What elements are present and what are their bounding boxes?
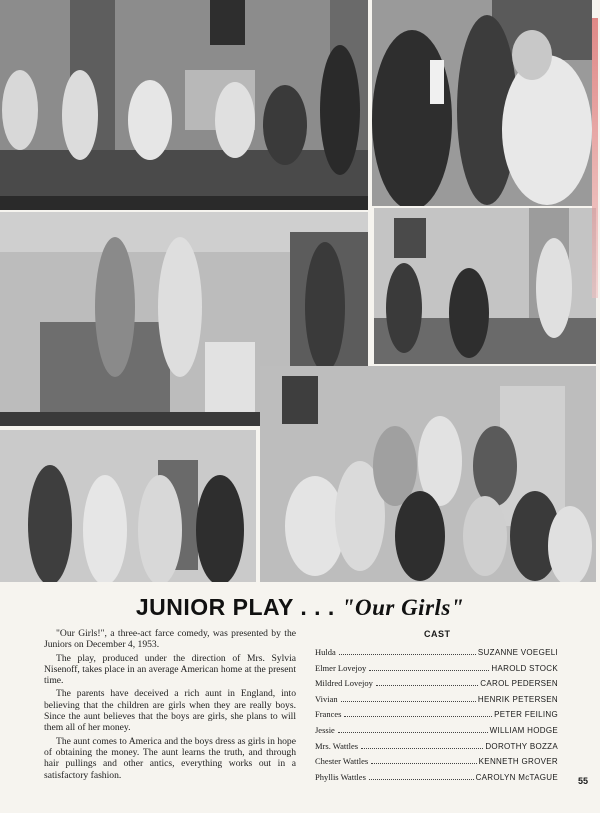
cast-row [315,647,558,663]
cast-row [315,663,558,679]
cast-actor: WILLIAM HODGE [489,725,558,735]
cast-role: Jessie [315,724,335,735]
cast-role: Vivian [315,693,338,704]
cast-row [315,709,558,725]
dot-leader [369,669,489,671]
cast-row [315,772,558,788]
cast-heading: CAST [424,629,451,639]
dot-leader [361,747,483,749]
cast-actor: SUZANNE VOEGELI [477,648,558,657]
dot-leader [369,778,474,780]
dot-leader [344,715,492,717]
cast-actor: PETER FEILING [494,710,558,720]
cast-role: Elmer Lovejoy [315,662,367,673]
cast-role: Frances [315,709,342,720]
cast-actor: CAROLYN McTAGUE [475,772,558,782]
title-prefix: JUNIOR PLAY . . . [135,594,342,620]
dot-leader [341,700,476,702]
dot-leader [376,684,478,686]
cast-actor: KENNETH GROVER [478,757,558,767]
page-edge-stain [592,18,598,298]
photo-boys-and-girl-in-parlor [0,0,368,210]
page-title [0,594,600,621]
cast-role: Mrs. Wattles [315,740,359,751]
cast-role: Chester Wattles [315,756,369,767]
photo-girls-fixing-makeup [372,0,592,206]
paragraph: The parents have deceived a rich aunt in England, into believing that the children are girls when they are really boys. Since the aunt believes that the boys are girls, she plans to will them all of her money. [44,688,296,734]
cast-role: Hulda [315,647,336,657]
cast-row [315,678,558,694]
dot-leader [339,653,476,655]
paragraph: The play, produced under the direction of Mrs. Sylvia Nisenoff, takes place in an average American home at the present time. [44,652,296,687]
cast-role: Mildred Lovejoy [315,678,373,689]
cast-actor: DOROTHY BOZZA [485,741,558,751]
dot-leader [338,731,488,733]
cast-row [315,694,558,710]
cast-row [315,756,558,772]
paragraph: The aunt comes to America and the boys dress as girls in hope of obtaining the money. The aunt learns the truth, and through hair pullings and other antics, everything works out in a satisfactory fashion. [44,735,296,781]
cast-row [315,725,558,741]
play-name: "Our Girls" [341,595,465,620]
cast-actor: HENRIK PETERSEN [477,694,558,704]
cast-role: Phyllis Wattles [315,771,366,782]
cast-row [315,741,558,757]
cast-list [315,647,558,787]
photo-boys-in-suspenders [0,430,256,582]
photo-full-cast-group [260,366,596,582]
play-description [44,628,296,783]
photo-group-near-portrait [374,208,596,364]
dot-leader [371,762,476,764]
cast-actor: CAROL PEDERSEN [480,679,558,689]
cast-actor: HAROLD STOCK [491,663,558,673]
paragraph: "Our Girls!", a three-act farce comedy, was presented by the Juniors on December 4, 1953. [44,628,296,651]
page-number: 55 [578,776,589,786]
